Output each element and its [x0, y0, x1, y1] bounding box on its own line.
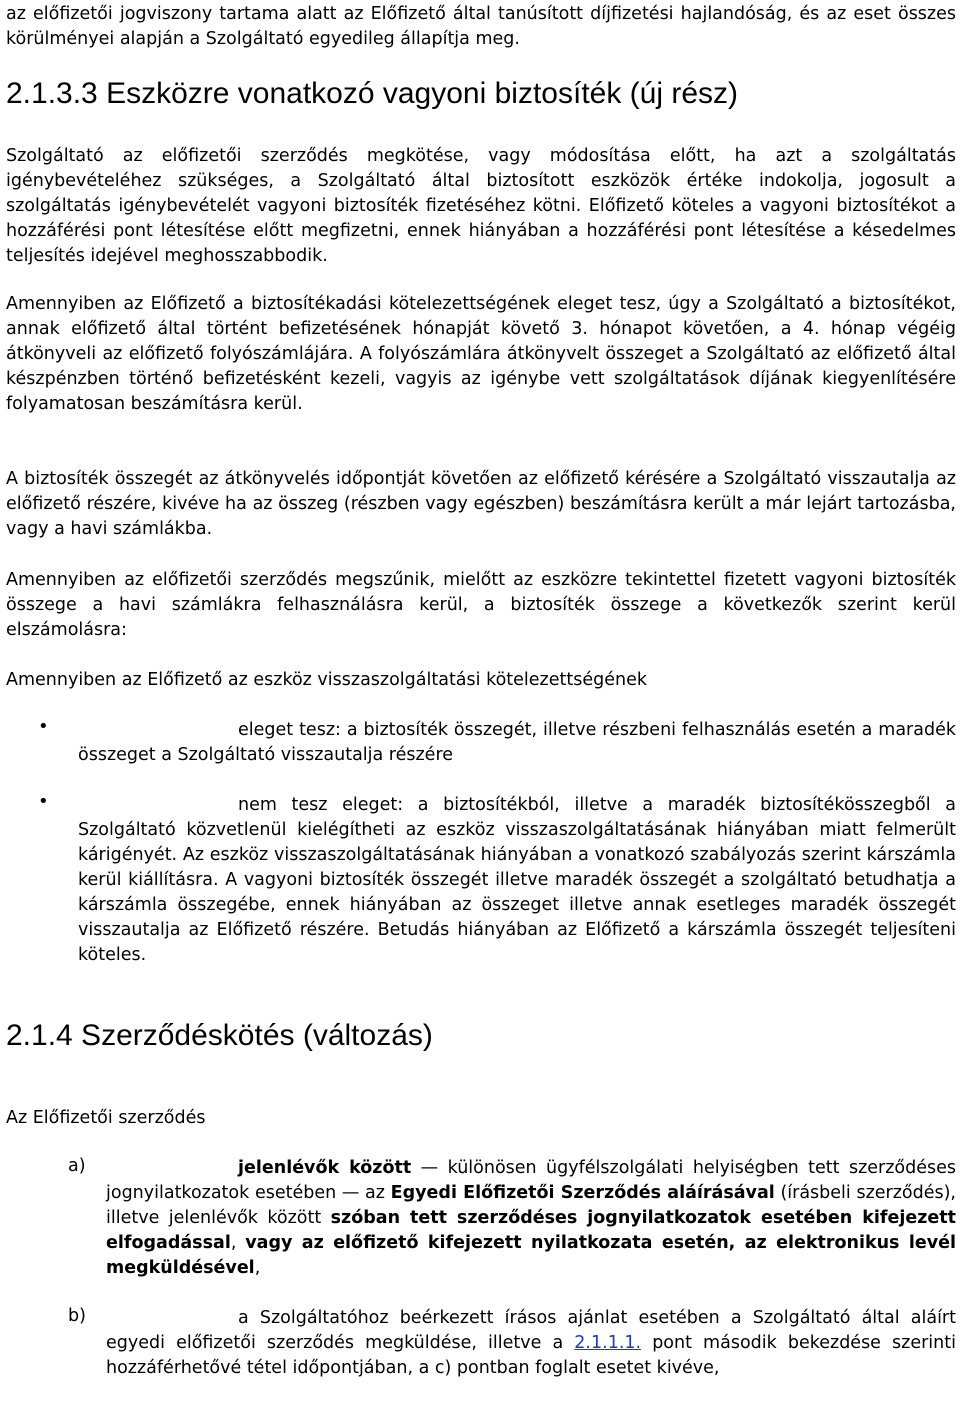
list-item-lead: eleget tesz:	[238, 720, 341, 740]
text-run: — különösen ügyfélszolgálati helyiségben tett szerződéses jognyilatkozatok esetében — az	[106, 1158, 956, 1203]
paragraph-return-obligation: Amennyiben az Előfizető az eszköz visszaszolgáltatási kötelezettségének	[6, 670, 647, 690]
list-item-not-fulfilled	[78, 793, 956, 968]
bold-phrase: jelenlévők között	[238, 1158, 412, 1178]
bullet-marker: •	[38, 716, 49, 737]
paragraph-deposit-requirement: Szolgáltató az előfizetői szerződés megkötése, vagy módosítása előtt, ha azt a szolgáltatás igénybevételéhez szükséges, a Szolgáltató által biztosított eszközök értéke indokolja, jogosult a szolgáltatás igénybevételét vagyoni biztosíték fizetéséhez kötni. Előfizető köteles a vagyoni biztosítékot a hozzáférési pont létesítése előtt megfizetni, ennek hiányában a hozzáférési pont létesítése a késedelmes teljesítés idejével meghosszabbodik.	[6, 146, 956, 266]
paragraph-deposit-refund: A biztosíték összegét az átkönyvelés időpontját követően az előfizető kérésére a Szolgáltató visszautalja az előfizető részére, kivéve ha az összeg (részben vagy egészben) beszámításra került a már lejárt tartozásba, vagy a havi számlákba.	[6, 469, 956, 539]
list-item-b	[106, 1306, 956, 1381]
list-item-a	[106, 1156, 956, 1281]
text-run: (írásbeli szerződés), illetve jelenlévők között	[106, 1183, 956, 1228]
text-run: pont második bekezdése szerinti hozzáférhetővé tétel időpontjában, a c) pontban foglalt esetet kivéve,	[106, 1333, 956, 1378]
list-item-lead: nem tesz eleget:	[238, 795, 404, 815]
paragraph-contract-termination: Amennyiben az előfizetői szerződés megszűnik, mielőtt az eszközre tekintettel fizetett vagyoni biztosíték összege a havi számlákra felhasználásra kerül, a biztosíték összege a következők szerint kerül elszámolásra:	[6, 570, 956, 640]
text-run: ,	[230, 1233, 246, 1253]
paragraph-contract-intro: Az Előfizetői szerződés	[6, 1108, 206, 1128]
list-item-fulfilled	[78, 718, 956, 768]
text-run: ,	[254, 1258, 261, 1278]
intro-paragraph: az előfizetői jogviszony tartama alatt az Előfizető által tanúsított díjfizetési hajlandóság, és az eset összes körülményei alapján a Szolgáltató egyedileg állapítja meg.	[6, 4, 956, 49]
bullet-marker: •	[38, 791, 49, 812]
bold-phrase: Egyedi Előfizetői Szerződés aláírásával	[390, 1183, 775, 1203]
list-label-b: b)	[68, 1306, 86, 1326]
bold-phrase: szóban tett szerződéses jognyilatkozatok esetében kifejezett elfogadással	[106, 1208, 956, 1253]
section-link[interactable]: 2.1.1.1.	[574, 1333, 642, 1353]
bold-phrase: vagy az előfizető kifejezett nyilatkozata esetén, az elektronikus levél megküldésével	[106, 1233, 956, 1278]
list-label-a: a)	[68, 1156, 86, 1176]
list-item-text: a biztosítékból, illetve a maradék biztosítékösszegből a Szolgáltató közvetlenül kielégítheti az eszköz visszaszolgáltatásának hiányában miatt felmerült kárigényét. Az eszköz visszaszolgáltatásának hiányában a vonatkozó szabályozás szerint kárszámla kerül kiállításra. A vagyoni biztosíték összegét illetve maradék összegét a szolgáltató betudhatja a kárszámla összegébe, ennek hiányában az összeget illetve annak esetleges maradék összegét visszautalja az Előfizető részére. Betudás hiányában az Előfizető a kárszámla összegét teljesíteni köteles.	[78, 795, 956, 965]
paragraph-deposit-transfer: Amennyiben az Előfizető a biztosítékadási kötelezettségének eleget tesz, úgy a Szolgáltató a biztosítékot, annak előfizető által történt befizetésének hónapját követő 3. hónapot követően, a 4. hónap végéig átkönyveli az előfizető folyószámlájára. A folyószámlára átkönyvelt összeget a Szolgáltató az előfizető által készpénzben történő befizetésként kezeli, vagyis az igénybe vett szolgáltatások díjának kiegyenlítésére folyamatosan beszámításra kerül.	[6, 294, 956, 414]
text-run: a Szolgáltatóhoz beérkezett írásos ajánlat esetében a Szolgáltató által aláírt egyedi előfizetői szerződés megküldése, illetve a	[106, 1308, 956, 1353]
list-item-text: a biztosíték összegét, illetve részbeni felhasználás esetén a maradék összeget a Szolgáltató visszautalja részére	[78, 720, 956, 765]
section-heading-2133: 2.1.3.3 Eszközre vonatkozó vagyoni biztosíték (új rész)	[6, 77, 739, 110]
section-heading-214: 2.1.4 Szerződéskötés (változás)	[6, 1019, 433, 1052]
